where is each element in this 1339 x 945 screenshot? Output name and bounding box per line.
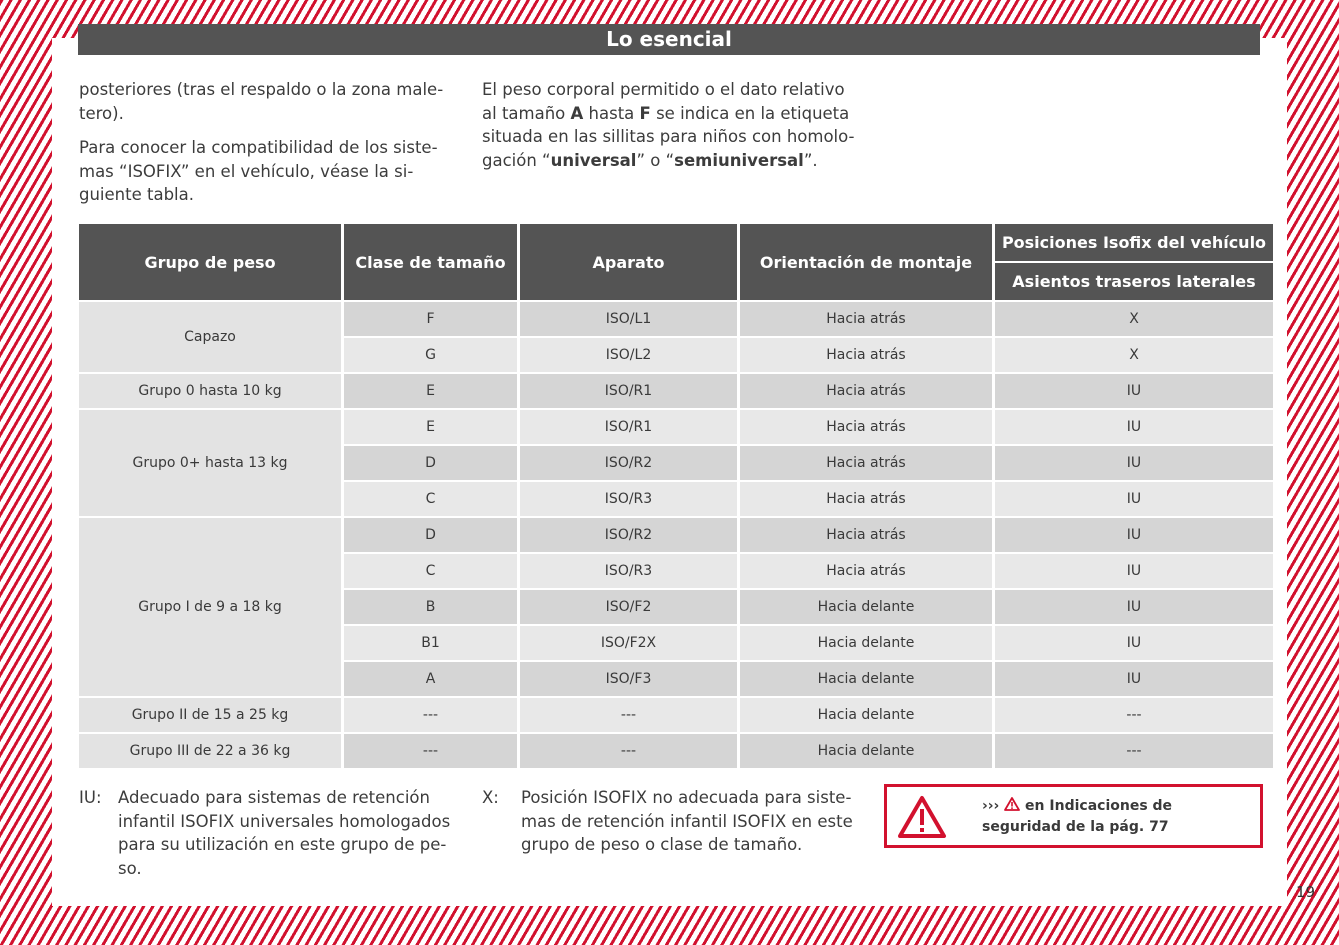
cell-clase: B [344,590,517,624]
cell-aparato: ISO/R1 [520,410,737,444]
cell-clase: A [344,662,517,696]
cell-aparato: ISO/F3 [520,662,737,696]
header-clase-de-tamano: Clase de tamaño [344,224,517,300]
cell-clase: C [344,554,517,588]
cell-aparato: ISO/L1 [520,302,737,336]
table-body [79,302,1273,768]
cell-aparato: ISO/R3 [520,482,737,516]
cell-orientacion: Hacia delante [740,698,992,732]
cell-clase: E [344,374,517,408]
cell-posicion: --- [995,698,1273,732]
warning-reference-text[interactable]: ››› en Indicaciones de seguridad de la pág. 77 [982,798,1173,835]
cell-grupo-de-peso: Grupo II de 15 a 25 kg [79,698,341,732]
cell-grupo-de-peso: Grupo 0 hasta 10 kg [79,374,341,408]
header-grupo-de-peso: Grupo de peso [79,224,341,300]
cell-aparato: ISO/R1 [520,374,737,408]
cell-orientacion: Hacia atrás [740,446,992,480]
cell-aparato: ISO/L2 [520,338,737,372]
cell-orientacion: Hacia delante [740,626,992,660]
table-row [79,374,1273,408]
cell-aparato: ISO/F2 [520,590,737,624]
warning-triangle-icon [897,795,947,839]
page-number: 19 [1296,883,1316,901]
cell-posicion: IU [995,554,1273,588]
isofix-compatibility-table [76,222,1276,770]
cell-orientacion: Hacia atrás [740,482,992,516]
section-header: Lo esencial [78,24,1260,55]
cell-orientacion: Hacia atrás [740,374,992,408]
cell-orientacion: Hacia delante [740,662,992,696]
cell-posicion: IU [995,374,1273,408]
warning-reference-box [884,784,1263,848]
cell-posicion: IU [995,446,1273,480]
note-x-key: X: [482,788,499,807]
cell-clase: D [344,518,517,552]
cell-posicion: IU [995,518,1273,552]
intro-paragraph-2: Para conocer la compatibilidad de los siste-mas “ISOFIX” en el vehículo, véase la si-guiente tabla. [79,138,438,204]
cell-aparato: ISO/F2X [520,626,737,660]
cell-grupo-de-peso: Capazo [79,302,341,372]
cell-clase: C [344,482,517,516]
cell-aparato: --- [520,698,737,732]
cell-clase: G [344,338,517,372]
cell-clase: E [344,410,517,444]
table-row [79,410,1273,444]
cell-grupo-de-peso: Grupo I de 9 a 18 kg [79,518,341,696]
cell-posicion: IU [995,590,1273,624]
cell-clase: --- [344,734,517,768]
header-orientacion: Orientación de montaje [740,224,992,300]
header-asientos-traseros: Asientos traseros laterales [995,263,1273,300]
cell-posicion: IU [995,662,1273,696]
header-aparato: Aparato [520,224,737,300]
cell-clase: F [344,302,517,336]
header-posiciones-isofix: Posiciones Isofix del vehículo [995,224,1273,261]
cell-clase: --- [344,698,517,732]
cell-aparato: ISO/R3 [520,554,737,588]
cell-orientacion: Hacia delante [740,590,992,624]
table-row [79,518,1273,552]
cell-orientacion: Hacia delante [740,734,992,768]
note-x-text: Posición ISOFIX no adecuada para siste-mas de retención infantil ISOFIX en este grupo de peso o clase de tamaño. [521,788,853,854]
cell-posicion: IU [995,626,1273,660]
cell-orientacion: Hacia atrás [740,302,992,336]
cell-posicion: IU [995,410,1273,444]
small-warning-icon [1004,797,1020,811]
note-iu-key: IU: [79,788,102,807]
cell-posicion: X [995,302,1273,336]
cell-posicion: IU [995,482,1273,516]
cell-orientacion: Hacia atrás [740,410,992,444]
intro-paragraph-3: El peso corporal permitido o el dato relativo al tamaño A hasta F se indica en la etiqueta situada en las sillitas para niños con homolo-gación “universal” o “semiuniversal”. [482,80,855,170]
intro-paragraph-1: posteriores (tras el respaldo o la zona male-tero). [79,80,444,123]
cell-grupo-de-peso: Grupo III de 22 a 36 kg [79,734,341,768]
cell-clase: D [344,446,517,480]
cell-aparato: ISO/R2 [520,446,737,480]
continue-arrows-icon: ››› [982,798,1000,814]
cell-posicion: --- [995,734,1273,768]
cell-orientacion: Hacia atrás [740,518,992,552]
cell-grupo-de-peso: Grupo 0+ hasta 13 kg [79,410,341,516]
cell-aparato: --- [520,734,737,768]
cell-posicion: X [995,338,1273,372]
note-iu-text: Adecuado para sistemas de retención infantil ISOFIX universales homologados para su utilización en este grupo de pe-so. [118,788,451,878]
cell-orientacion: Hacia atrás [740,338,992,372]
cell-orientacion: Hacia atrás [740,554,992,588]
cell-aparato: ISO/R2 [520,518,737,552]
table-row [79,734,1273,768]
table-row [79,698,1273,732]
table-row [79,302,1273,336]
cell-clase: B1 [344,626,517,660]
